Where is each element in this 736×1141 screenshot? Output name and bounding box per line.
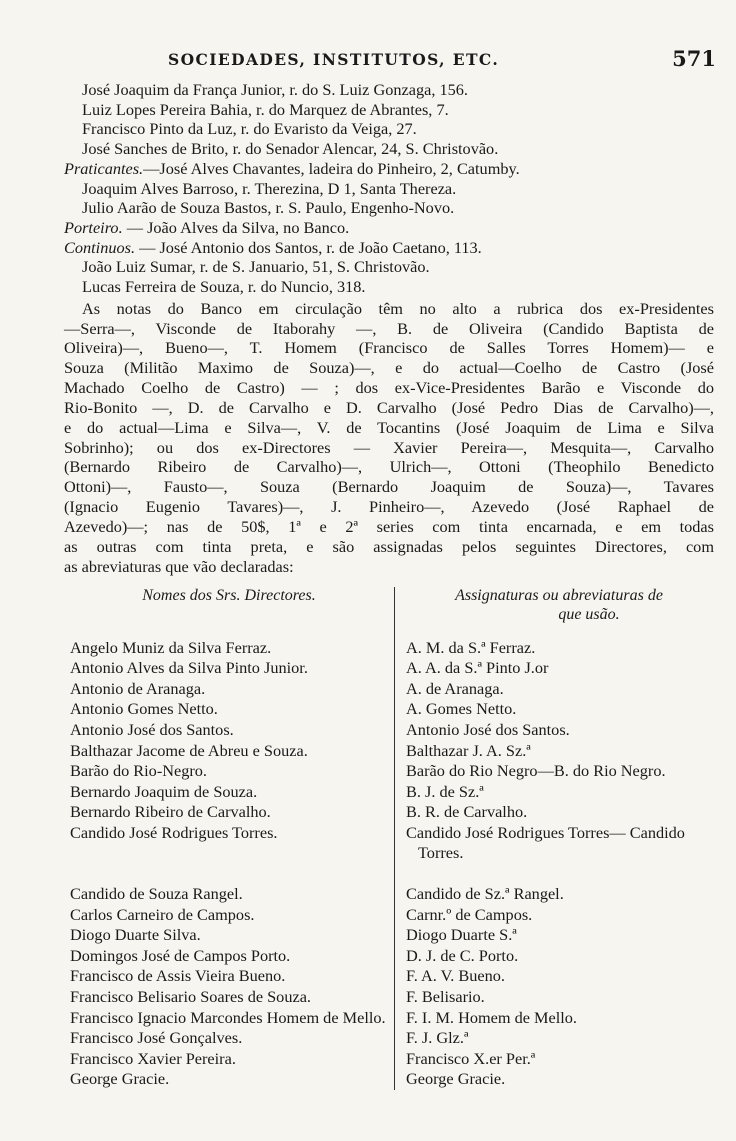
table-row: Antonio Alves da Silva Pinto Junior. A. A. da S.ª Pinto J.or (70, 658, 549, 678)
table-row: Candido José Rodrigues Torres. Candido José Rodrigues Torres— Candido Torres. (70, 822, 685, 863)
paragraph-line: Ottoni)—, Fausto—, Souza (Bernardo Joaquim de Souza)—, Tavares (64, 477, 714, 497)
table-row: Antonio de Aranaga. A. de Aranaga. (70, 678, 504, 698)
paragraph-line: Rio-Bonito —, D. de Carvalho e D. Carvalho (José Pedro Dias de Carvalho)—, (64, 397, 714, 417)
paragraph-line: Machado Coelho de Castro) — ; dos ex-Vice-Presidentes Barão e Visconde do (64, 378, 714, 398)
col-header-abbreviations: Assignaturas ou abreviaturas de que usão. (455, 586, 663, 623)
table-row: Francisco Belisario Soares de Souza. F. Belisario. (70, 987, 485, 1007)
staff-line: Porteiro. — João Alves da Silva, no Banco. (64, 217, 350, 237)
staff-line: João Luiz Sumar, r. de S. Januario, 51, S. Christovão. (82, 257, 430, 277)
table-row: Francisco Ignacio Marcondes Homem de Mello. F. I. M. Homem de Mello. (70, 1007, 577, 1027)
staff-line: Lucas Ferreira de Souza, r. do Nuncio, 318. (82, 277, 366, 297)
paragraph-line: (Bernardo Ribeiro de Carvalho)—, Ulrich—, Ottoni (Theophilo Benedicto (64, 457, 714, 477)
staff-list (64, 80, 714, 297)
paragraph-line: —Serra—, Visconde de Itaborahy —, B. de Oliveira (Candido Baptista de (64, 318, 714, 338)
table-body (64, 638, 714, 1090)
role-label: Continuos. (64, 237, 136, 257)
staff-line: José Sanches de Brito, r. do Senador Alencar, 24, S. Christovão. (82, 139, 499, 159)
staff-line: Praticantes.—José Alves Chavantes, ladeira do Pinheiro, 2, Catumby. (64, 158, 520, 178)
page-header (64, 44, 714, 80)
table-row: Francisco José Gonçalves. F. J. Glz.ª (70, 1028, 469, 1048)
paragraph-line: Oliveira)—, Bueno—, T. Homem (Francisco de Salles Torres Homem)— e (64, 338, 714, 358)
table-row: Angelo Muniz da Silva Ferraz. A. M. da S.ª Ferraz. (70, 637, 536, 657)
paragraph-line: (Ignacio Eugenio Tavares)—, J. Pinheiro—, Azevedo (José Raphael de (64, 497, 714, 517)
staff-line: Joaquim Alves Barroso, r. Therezina, D 1, Santa Thereza. (82, 178, 457, 198)
table-row: George Gracie. George Gracie. (70, 1069, 506, 1089)
paragraph-line: As notas do Banco em circulação têm no alto a rubrica dos ex-Presidentes (82, 298, 714, 318)
page-number: 571 (672, 46, 716, 71)
table-row: Balthazar Jacome de Abreu e Souza. Balthazar J. A. Sz.ª (70, 740, 531, 760)
table-row: Francisco de Assis Vieira Bueno. F. A. V. Bueno. (70, 966, 505, 986)
table-row: Antonio Gomes Netto. A. Gomes Netto. (70, 699, 517, 719)
table-row: Bernardo Ribeiro de Carvalho. B. R. de Carvalho. (70, 802, 528, 822)
role-label: Porteiro. (64, 217, 123, 237)
paragraph-line: as outras com tinta preta, e são assignadas pelos seguintes Directores, com (64, 536, 714, 556)
paragraph-line: e do actual—Lima e Silva—, V. de Tocantins (José Joaquim de Lima e Silva (64, 417, 714, 437)
paragraph-line: Souza (Militão Maximo de Souza)—, e do actual—Coelho de Castro (José (64, 358, 714, 378)
table-row: Antonio José dos Santos. Antonio José dos Santos. (70, 719, 570, 739)
paragraph-line: as abreviaturas que vão declaradas: (64, 556, 294, 576)
staff-line: Luiz Lopes Pereira Bahia, r. do Marquez de Abrantes, 7. (82, 99, 449, 119)
table-row: Barão do Rio-Negro. Barão do Rio Negro—B. do Rio Negro. (70, 761, 666, 781)
table-row: Bernardo Joaquim de Souza. B. J. de Sz.ª (70, 781, 484, 801)
directors-table (64, 583, 714, 1090)
table-header (64, 583, 714, 624)
table-row: Francisco Xavier Pereira. Francisco X.er Per.ª (70, 1048, 536, 1068)
notes-paragraph (64, 299, 714, 577)
col-header-names: Nomes dos Srs. Directores. (142, 586, 316, 604)
staff-line: Francisco Pinto da Luz, r. do Evaristo da Veiga, 27. (82, 119, 417, 139)
table-row: Domingos José de Campos Porto. D. J. de C. Porto. (70, 945, 519, 965)
running-title: SOCIEDADES, INSTITUTOS, ETC. (168, 50, 500, 69)
staff-line: Julio Aarão de Souza Bastos, r. S. Paulo, Engenho-Novo. (82, 198, 455, 218)
staff-line: José Joaquim da França Junior, r. do S. Luiz Gonzaga, 156. (82, 80, 468, 99)
table-row: Candido de Souza Rangel. Candido de Sz.ª Rangel. (70, 884, 564, 904)
role-label: Praticantes. (64, 158, 144, 178)
page (64, 44, 714, 1090)
column-divider (394, 587, 395, 1090)
table-row: Carlos Carneiro de Campos. Carnr.º de Campos. (70, 904, 533, 924)
staff-line: Continuos. — José Antonio dos Santos, r. de João Caetano, 113. (64, 237, 482, 257)
paragraph-line: Sobrinho); ou dos ex-Directores — Xavier Pereira—, Mesquita—, Carvalho (64, 437, 714, 457)
paragraph-line: Azevedo)—; nas de 50$, 1ª e 2ª series com tinta encarnada, e em todas (64, 517, 714, 537)
table-row: Diogo Duarte Silva. Diogo Duarte S.ª (70, 925, 517, 945)
